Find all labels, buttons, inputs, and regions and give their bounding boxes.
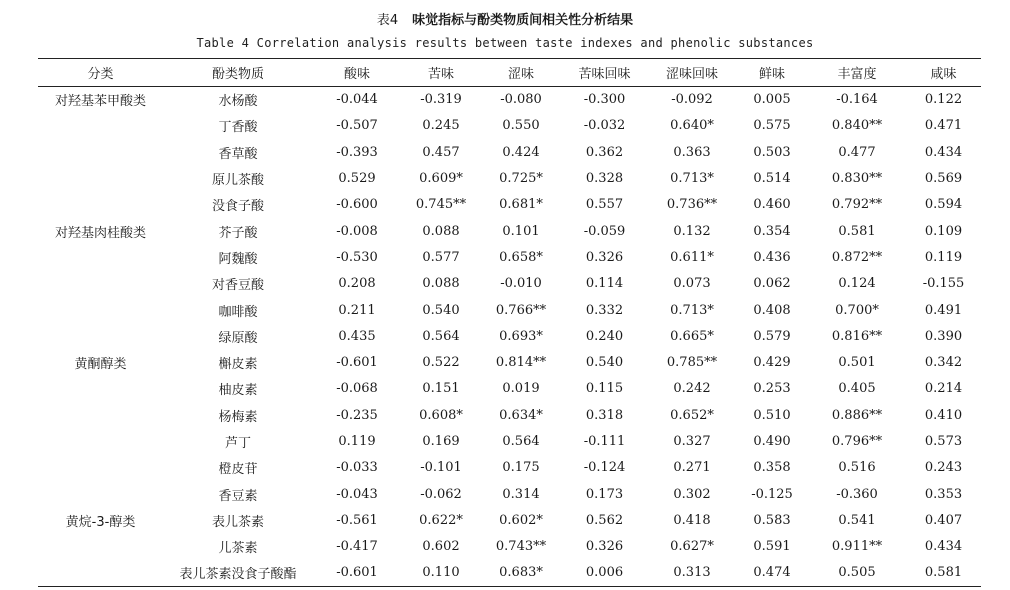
substance-cell: 阿魏酸 [218,251,258,267]
category-cell [38,244,163,270]
value-cell: -0.601 [336,355,378,371]
value-cell: 0.814** [495,355,547,371]
value-cell: 0.110 [422,565,460,581]
value-cell: 0.564 [502,434,540,449]
value-cell: 0.743** [495,539,547,555]
category-cell [38,560,163,586]
value-cell: 0.151 [422,381,460,397]
value-cell: 0.583 [753,512,791,528]
category-cell [38,455,163,481]
value-cell: 0.245 [422,118,460,134]
value-cell: -0.010 [500,276,542,292]
value-cell: -0.062 [420,486,462,502]
table-row [38,218,981,244]
value-cell: 0.581 [838,223,876,239]
value-cell: -0.360 [836,486,878,502]
category-cell [38,139,163,165]
col-header-category: 分类 [38,59,163,87]
category-cell [38,323,163,349]
table-number: 表4 [376,13,399,28]
value-cell: 0.408 [753,302,791,318]
value-cell: -0.155 [922,276,965,292]
value-cell: -0.601 [336,565,378,581]
substance-cell: 咖啡酸 [218,304,258,320]
value-cell: 0.736** [666,197,718,213]
value-cell: 0.529 [338,171,376,187]
value-cell: 0.073 [673,276,711,292]
value-cell: 0.115 [585,381,624,397]
value-cell: 0.627* [670,539,714,555]
value-cell: 0.318 [585,407,624,423]
substance-cell: 槲皮素 [218,357,258,373]
substance-cell: 儿茶素 [218,541,258,557]
col-header-saltiness: 咸味 [906,59,981,87]
value-cell: 0.173 [585,486,624,502]
table-row [38,560,981,586]
value-cell: -0.393 [336,144,378,160]
value-cell: 0.326 [585,249,624,265]
value-cell: -0.044 [336,92,378,108]
value-cell: 0.886** [831,407,883,423]
col-header-bitter-aftertaste: 苦味回味 [561,59,648,87]
value-cell: 0.460 [753,197,791,213]
table-row [38,244,981,270]
value-cell: 0.240 [585,328,624,344]
value-cell: 0.569 [924,171,963,187]
substance-cell: 对香豆酸 [211,278,264,294]
value-cell: -0.125 [751,486,793,502]
substance-cell: 绿原酸 [218,330,258,346]
value-cell: 0.591 [753,539,791,555]
value-cell: -0.059 [583,223,626,239]
table-row [38,349,981,375]
value-cell: 0.658* [499,249,543,265]
value-cell: 0.471 [924,118,963,134]
value-cell: 0.005 [753,92,791,108]
value-cell: 0.575 [753,118,791,134]
table-row [38,271,981,297]
col-header-sourness: 酸味 [313,59,401,87]
value-cell: 0.407 [924,512,963,528]
value-cell: -0.507 [336,118,378,134]
value-cell: 0.516 [838,460,876,476]
category-cell [38,481,163,507]
table-row [38,113,981,139]
substance-cell: 水杨酸 [218,94,258,110]
value-cell: 0.665* [670,328,714,344]
value-cell: 0.101 [502,223,540,239]
col-header-richness: 丰富度 [808,59,906,87]
value-cell: 0.062 [753,276,791,292]
value-cell: 0.510 [753,407,791,423]
table-caption-cn [0,9,1010,28]
substance-cell: 橙皮苷 [218,462,258,478]
value-cell: -0.164 [836,92,878,108]
value-cell: 0.766** [495,302,547,318]
table-row [38,534,981,560]
value-cell: 0.314 [502,486,540,502]
value-cell: 0.434 [924,539,963,555]
value-cell: 0.609* [419,171,463,187]
value-cell: 0.122 [924,92,963,108]
value-cell: 0.088 [422,276,460,292]
substance-cell: 芥子酸 [218,225,258,241]
value-cell: 0.581 [924,565,963,581]
value-cell: 0.681* [499,197,543,213]
value-cell: 0.830** [831,171,883,187]
table-row [38,139,981,165]
value-cell: 0.362 [585,144,624,160]
value-cell: 0.540 [585,355,624,371]
value-cell: 0.477 [838,144,876,160]
value-cell: 0.634* [499,407,543,423]
value-cell: 0.169 [422,434,460,449]
value-cell: 0.602* [499,512,543,528]
value-cell: 0.522 [422,355,460,371]
value-cell: 0.640* [670,118,714,134]
value-cell: -0.111 [583,434,626,449]
category-cell [38,376,163,402]
value-cell: -0.235 [336,407,378,423]
value-cell: 0.327 [673,434,711,449]
value-cell: 0.491 [924,302,963,318]
value-cell: -0.080 [500,92,542,108]
category-cell [38,113,163,139]
value-cell: 0.785** [666,355,718,371]
value-cell: 0.124 [838,276,876,292]
value-cell: 0.354 [753,223,791,239]
table-row [38,455,981,481]
value-cell: 0.418 [673,512,711,528]
substance-cell: 丁香酸 [218,120,258,136]
value-cell: 0.505 [838,565,876,581]
col-header-astringent-aftertaste: 涩味回味 [648,59,736,87]
value-cell: 0.390 [924,328,963,344]
value-cell: 0.253 [753,381,791,397]
table-row [38,87,981,113]
value-cell: 0.214 [924,381,963,397]
value-cell: 0.358 [753,460,791,476]
value-cell: 0.208 [338,276,376,292]
category-cell [38,402,163,428]
value-cell: 0.088 [422,223,460,239]
value-cell: 0.579 [753,328,791,344]
value-cell: -0.101 [420,460,462,476]
substance-cell: 芦丁 [224,436,251,451]
substance-cell: 香草酸 [218,146,258,162]
value-cell: 0.608* [419,407,463,423]
value-cell: 0.611* [670,249,714,265]
col-header-astringency: 涩味 [481,59,561,87]
value-cell: 0.693* [499,328,543,344]
value-cell: 0.683* [499,565,543,581]
value-cell: 0.713* [670,302,714,318]
value-cell: 0.211 [338,302,376,318]
value-cell: 0.474 [753,565,791,581]
substance-cell: 杨梅素 [218,409,258,425]
value-cell: -0.008 [336,223,378,239]
value-cell: 0.872** [831,249,883,265]
value-cell: -0.300 [583,92,626,108]
value-cell: 0.436 [753,249,791,265]
value-cell: 0.796** [831,434,883,449]
table-row [38,323,981,349]
value-cell: -0.033 [336,460,378,476]
category-cell: 对羟基肉桂酸类 [54,225,146,241]
value-cell: 0.745** [415,197,467,213]
table-title-cn: 味觉指标与酚类物质间相关性分析结果 [412,13,634,28]
substance-cell: 表儿茶素没食子酸酯 [179,567,297,583]
col-header-umami: 鲜味 [736,59,808,87]
substance-cell: 没食子酸 [211,199,264,215]
substance-cell: 表儿茶素 [211,514,264,530]
value-cell: -0.600 [336,197,378,213]
value-cell: 0.816** [831,328,883,344]
value-cell: 0.577 [422,249,460,265]
value-cell: 0.725* [499,171,543,187]
value-cell: 0.652* [670,407,714,423]
value-cell: 0.713* [670,171,714,187]
value-cell: 0.328 [585,171,624,187]
header-row [38,59,981,87]
value-cell: 0.353 [924,486,963,502]
value-cell: -0.032 [583,118,626,134]
value-cell: 0.006 [585,565,624,581]
table-row [38,297,981,323]
category-cell [38,428,163,454]
category-cell [38,165,163,191]
category-cell: 对羟基苯甲酸类 [54,94,146,110]
value-cell: 0.622* [419,512,463,528]
table-row [38,481,981,507]
value-cell: -0.417 [336,539,378,555]
value-cell: 0.175 [502,460,540,476]
table-row [38,428,981,454]
value-cell: 0.424 [502,144,540,160]
value-cell: 0.302 [673,486,711,502]
value-cell: 0.109 [924,223,963,239]
value-cell: -0.530 [336,249,378,265]
category-cell [38,192,163,218]
category-cell: 黄烷-3-醇类 [65,514,136,530]
value-cell: 0.594 [924,197,963,213]
value-cell: 0.700* [835,302,879,318]
category-cell [38,271,163,297]
value-cell: 0.405 [838,381,876,397]
value-cell: 0.514 [753,171,791,187]
table-row [38,507,981,533]
value-cell: 0.363 [673,144,711,160]
value-cell: 0.114 [585,276,624,292]
value-cell: -0.124 [583,460,626,476]
value-cell: 0.271 [673,460,711,476]
correlation-table [38,58,981,587]
value-cell: 0.326 [585,539,624,555]
value-cell: -0.092 [671,92,713,108]
value-cell: 0.840** [831,118,883,134]
value-cell: 0.332 [585,302,624,318]
table-row [38,165,981,191]
value-cell: 0.501 [838,355,876,371]
category-cell: 黄酮醇类 [74,357,127,373]
value-cell: 0.119 [338,434,376,449]
value-cell: -0.319 [420,92,462,108]
value-cell: 0.410 [924,407,963,423]
value-cell: 0.313 [673,565,711,581]
value-cell: 0.132 [673,223,711,239]
substance-cell: 柚皮素 [218,383,258,399]
value-cell: 0.503 [753,144,791,160]
value-cell: -0.043 [336,486,378,502]
category-cell [38,534,163,560]
table-caption-en: Table 4 Correlation analysis results between taste indexes and phenolic substances [196,36,814,50]
value-cell: 0.550 [502,118,540,134]
col-header-substance: 酚类物质 [163,59,313,87]
value-cell: 0.429 [753,355,791,371]
value-cell: 0.457 [422,144,460,160]
table-row [38,402,981,428]
value-cell: 0.541 [838,512,876,528]
value-cell: 0.435 [338,328,376,344]
value-cell: 0.562 [585,512,624,528]
value-cell: 0.342 [924,355,963,371]
value-cell: 0.573 [924,434,963,449]
value-cell: 0.434 [924,144,963,160]
substance-cell: 原儿茶酸 [211,173,264,189]
value-cell: 0.540 [422,302,460,318]
value-cell: 0.490 [753,434,791,449]
value-cell: -0.561 [336,512,378,528]
value-cell: -0.068 [336,381,378,397]
value-cell: 0.019 [502,381,540,397]
table-row [38,192,981,218]
value-cell: 0.242 [673,381,711,397]
value-cell: 0.564 [422,328,460,344]
substance-cell: 香豆素 [218,488,258,504]
value-cell: 0.557 [585,197,624,213]
table-body [38,87,981,587]
value-cell: 0.792** [831,197,883,213]
value-cell: 0.243 [924,460,963,476]
value-cell: 0.911** [831,539,883,555]
category-cell [38,297,163,323]
col-header-bitterness: 苦味 [401,59,481,87]
value-cell: 0.602 [422,539,460,555]
table-row [38,376,981,402]
value-cell: 0.119 [924,249,963,265]
